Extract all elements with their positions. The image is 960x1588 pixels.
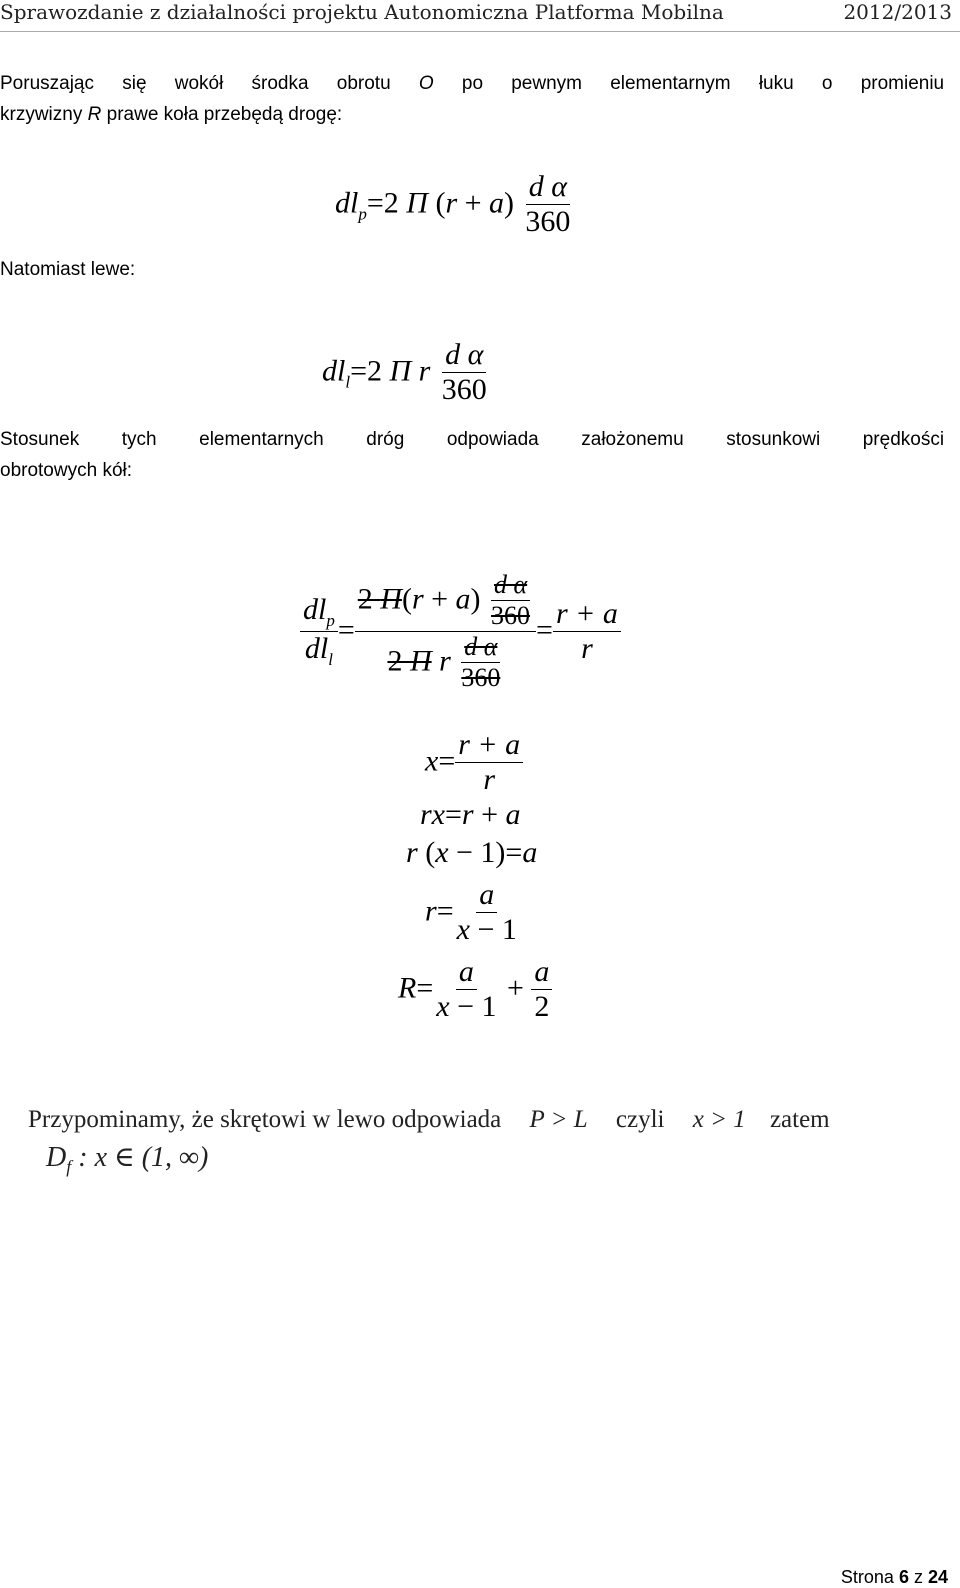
equation-r-solved: r= $\frac{a}{x - 1}$ <box>425 878 517 946</box>
paragraph-intro-line1: Poruszając się wokół środka obrotu O po pewnym elementarnym łuku o promieniu <box>0 73 945 94</box>
document-header-title: Sprawozdanie z działalności projektu Autonomiczna Platforma Mobilna <box>0 0 724 24</box>
equation-right-wheel: $dl_p=2$ Π (r + a) $\frac{\text{d α}}{360}$ <box>335 170 571 238</box>
equation-x-def: x= $\frac{r + a}{r}$ <box>425 728 523 797</box>
equation-left-wheel: $dl_l=2$ Π r $\frac{\text{d α}}{360}$ <box>322 338 487 406</box>
note-domain: $D_f$ : x ∈ (1, ∞) <box>46 1142 209 1177</box>
paragraph-ratio <box>0 424 944 486</box>
equation-ratio: $\frac{dl_p}{dl_l}$ = 2 Π(r + a) $\frac{\text{d α}}{360}$ 2 Π r $\frac{\text{d α}}{360}$ = $\frac{r + a}{r}$ <box>300 570 621 693</box>
note-line1: Przypominamy, że skrętowi w lewo odpowiada P > L czyli x > 1 zatem <box>28 1106 830 1133</box>
paragraph-intro <box>0 68 944 130</box>
equation-rx: rx=r + a <box>420 798 521 831</box>
paragraph-ratio-line1: Stosunek tych elementarnych dróg odpowiada założonemu stosunkowi prędkości <box>0 429 945 450</box>
left-wheel-label: Natomiast lewe: <box>0 259 136 280</box>
paragraph-intro-line2: krzywizny R prawe koła przebędą drogę: <box>0 104 343 125</box>
paragraph-ratio-line2: obrotowych kół: <box>0 460 133 481</box>
document-header-year: 2012/2013 <box>843 0 952 24</box>
page-number: Strona 6 z 24 <box>840 1567 948 1587</box>
equation-r-factored: r (x − 1)=a <box>406 836 538 869</box>
header-divider <box>0 31 960 32</box>
equation-R-final: R= $\frac{a}{x - 1}$ + $\frac{a}{2}$ <box>398 955 552 1024</box>
